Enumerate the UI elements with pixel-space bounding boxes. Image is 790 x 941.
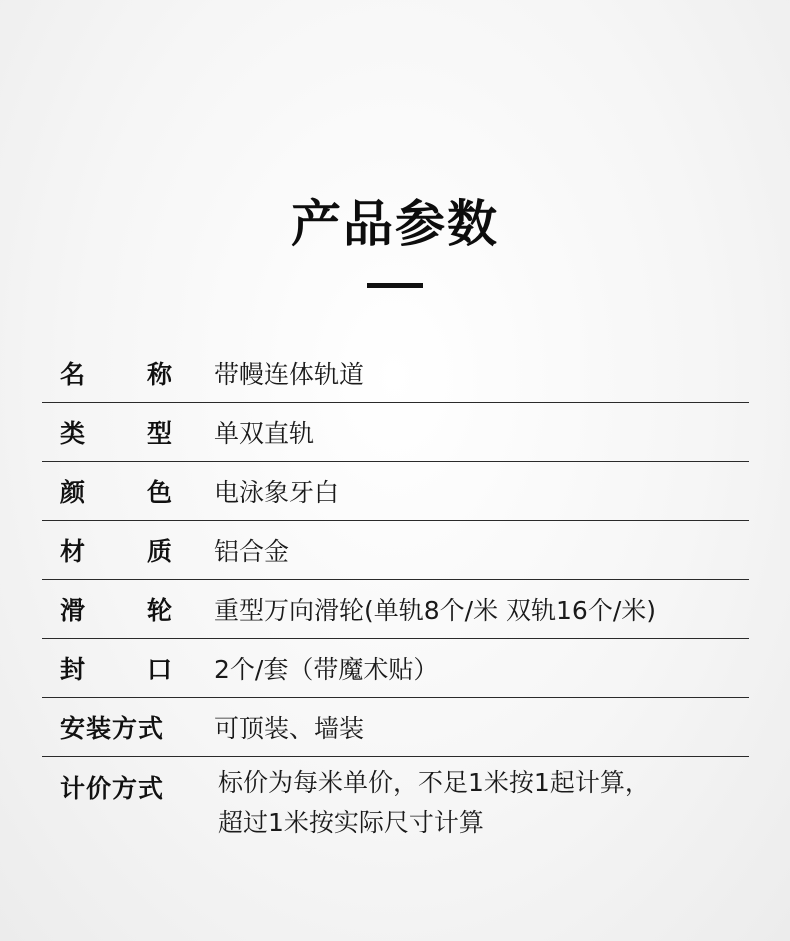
row-value	[212, 763, 650, 843]
title-underline	[367, 283, 423, 288]
label-char: 颜	[60, 478, 86, 507]
table-row-material	[42, 521, 749, 580]
row-value: 带幔连体轨道	[214, 360, 365, 389]
row-label: 安装方式	[60, 714, 165, 743]
row-value: 单双直轨	[214, 419, 315, 448]
table-row-color	[42, 462, 749, 521]
value-line: 超过1米按实际尺寸计算	[218, 808, 484, 837]
label-char: 材	[60, 537, 86, 566]
value-line: 标价为每米单价，不足1米按1起计算，	[218, 768, 650, 797]
label-char: 名	[60, 360, 86, 389]
label-char: 口	[146, 655, 172, 684]
table-row-install	[42, 698, 749, 757]
row-value: 2个/套（带魔术贴）	[214, 655, 439, 684]
page-title: 产品参数	[291, 195, 499, 253]
row-label: 计价方式	[60, 774, 165, 803]
label-char: 滑	[60, 596, 86, 625]
row-value: 可顶装、墙装	[214, 714, 365, 743]
label-char: 色	[146, 478, 172, 507]
row-value: 电泳象牙白	[214, 478, 340, 507]
row-label	[42, 355, 212, 391]
params-table	[42, 344, 749, 843]
table-row-name	[42, 344, 749, 403]
row-label	[42, 591, 212, 627]
label-char: 型	[146, 419, 172, 448]
table-row-type	[42, 403, 749, 462]
row-label	[42, 473, 212, 509]
label-char: 类	[60, 419, 86, 448]
row-value: 铝合金	[214, 537, 290, 566]
label-char: 称	[146, 360, 172, 389]
row-value: 重型万向滑轮(单轨8个/米 双轨16个/米)	[214, 596, 657, 625]
row-label	[42, 650, 212, 686]
label-char: 封	[60, 655, 86, 684]
label-char: 轮	[146, 596, 172, 625]
label-char: 质	[146, 537, 172, 566]
table-row-pricing	[42, 757, 749, 843]
row-label	[42, 414, 212, 450]
table-row-pulley	[42, 580, 749, 639]
row-label	[42, 532, 212, 568]
table-row-seal	[42, 639, 749, 698]
